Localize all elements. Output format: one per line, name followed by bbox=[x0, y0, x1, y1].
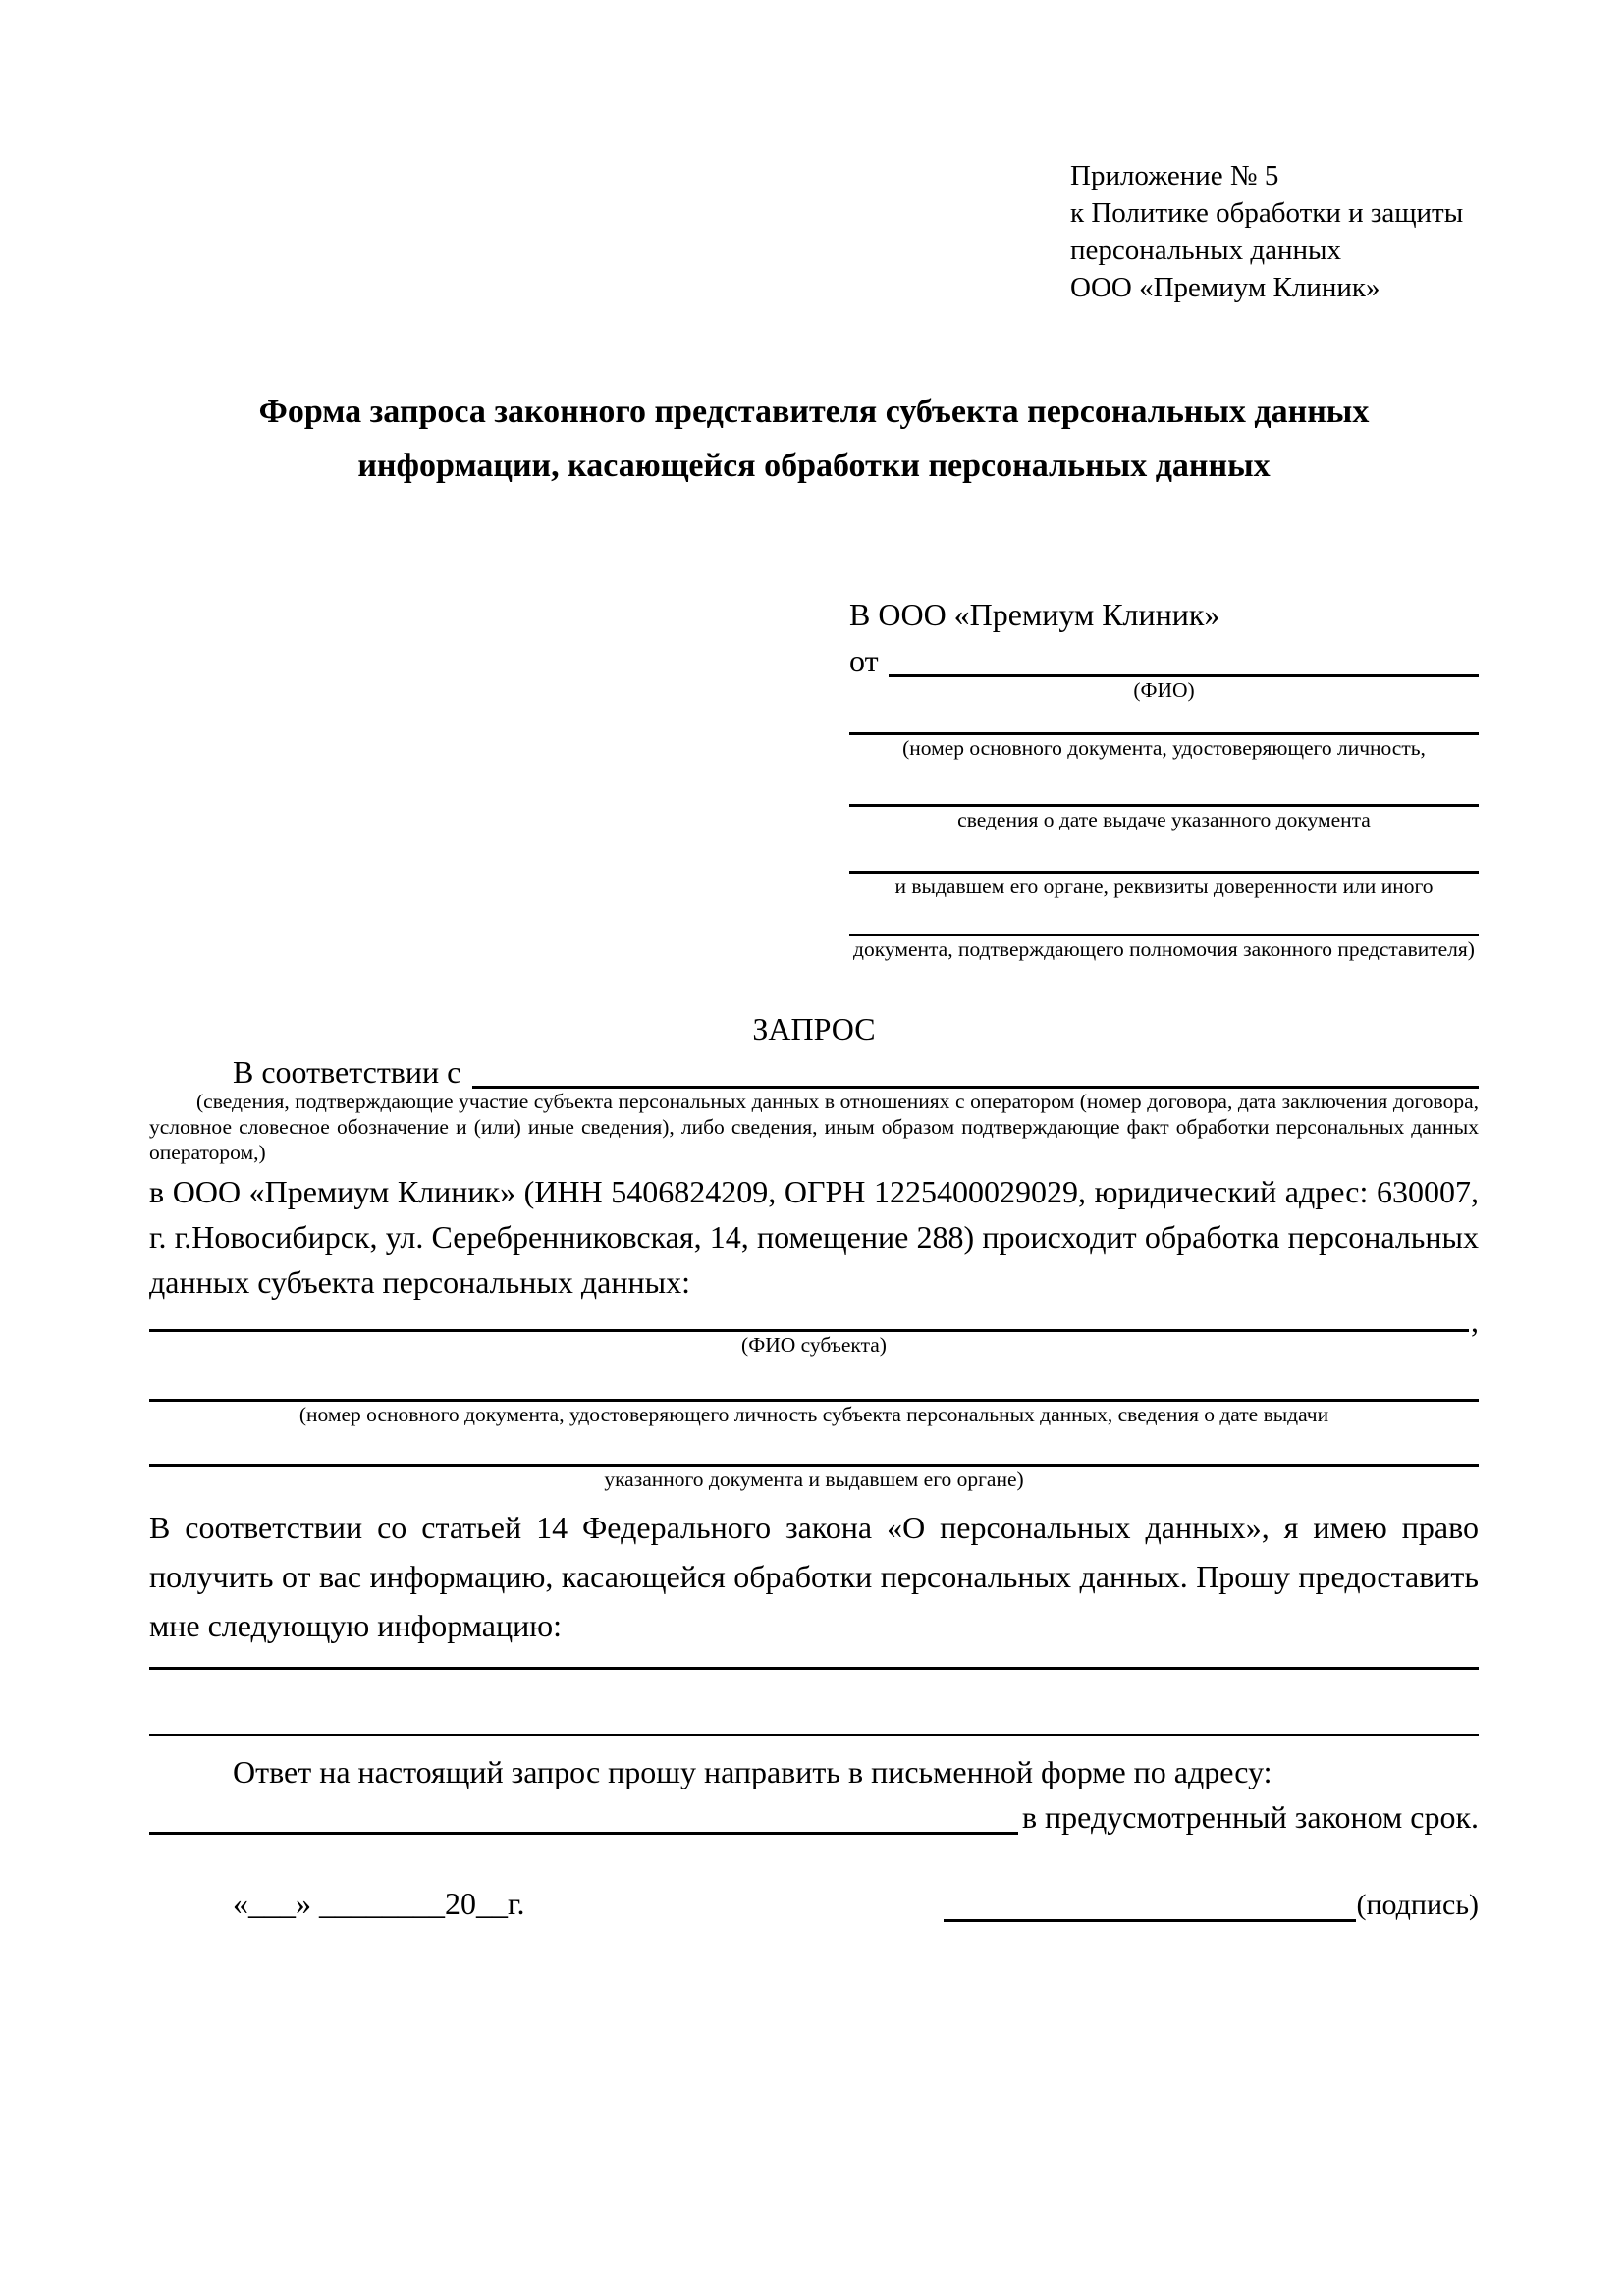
field-caption-1: (номер основного документа, удостоверяющего личность, bbox=[902, 736, 1426, 760]
signature-field bbox=[944, 1889, 1479, 1922]
intro-field bbox=[149, 1049, 1479, 1089]
subject-doc-blank-line-1 bbox=[149, 1358, 1479, 1402]
subject-fio-field bbox=[149, 1304, 1479, 1339]
representative-doc-blank-line-4 bbox=[849, 900, 1479, 936]
fio-caption: (ФИО) bbox=[1133, 678, 1195, 702]
field-caption-2: сведения о дате выдаче указанного документа bbox=[957, 808, 1371, 831]
reply-address-blank-line bbox=[149, 1832, 1018, 1835]
law-paragraph: В соответствии со статьей 14 Федерального закона «О персональных данных», я имею право получить от вас информацию, касающейся обработки персональных данных. Прошу предоставить мне следующую информацию: bbox=[149, 1510, 1479, 1643]
subject-doc-blank-line-2 bbox=[149, 1428, 1479, 1467]
from-label: от bbox=[849, 643, 879, 678]
date-field: «___» ________20__г. bbox=[233, 1886, 525, 1921]
operator-paragraph: в ООО «Премиум Клиник» (ИНН 5406824209, ОГРН 1225400029029, юридический адрес: 630007, г. г.Новосибирск, ул. Серебренниковская, 14, помещение 288) происходит обработка персональных данных субъекта персональных данных: bbox=[149, 1174, 1479, 1300]
appendix-line: к Политике обработки и защиты bbox=[1070, 197, 1464, 229]
representative-doc-blank-line-2 bbox=[849, 762, 1479, 807]
field-caption-4: документа, подтверждающего полномочия законного представителя) bbox=[853, 937, 1475, 961]
requested-info-blank-line-1 bbox=[149, 1650, 1479, 1670]
reply-lead-paragraph: Ответ на настоящий запрос прошу направить в письменной форме по адресу: bbox=[233, 1754, 1272, 1789]
appendix-line: персональных данных bbox=[1070, 235, 1342, 266]
representative-doc-blank-line-3 bbox=[849, 833, 1479, 874]
intro-label: В соответствии с bbox=[233, 1054, 461, 1090]
subject-doc-caption-2: указанного документа и выдавшем его органе) bbox=[604, 1468, 1024, 1491]
requested-info-blank-line-2 bbox=[149, 1670, 1479, 1736]
appendix-line: Приложение № 5 bbox=[1070, 160, 1279, 191]
signature-caption: (подпись) bbox=[1356, 1889, 1479, 1921]
addressee-block bbox=[849, 595, 1479, 963]
document-body bbox=[149, 587, 1479, 1922]
appendix-note bbox=[1070, 157, 1463, 306]
from-field bbox=[849, 634, 1479, 677]
subject-fio-caption: (ФИО субъекта) bbox=[741, 1333, 887, 1357]
title-line-1: Форма запроса законного представителя субъекта персональных данных bbox=[258, 394, 1370, 430]
representative-doc-blank-line-1 bbox=[849, 703, 1479, 735]
request-heading: ЗАПРОС bbox=[752, 1011, 876, 1046]
appendix-line: ООО «Премиум Клиник» bbox=[1070, 272, 1380, 303]
addressee-to: В ООО «Премиум Клиник» bbox=[849, 597, 1220, 632]
title-line-2: информации, касающейся обработки персональных данных bbox=[357, 448, 1271, 484]
document-title bbox=[149, 385, 1479, 493]
subject-fio-comma: , bbox=[1471, 1304, 1479, 1339]
signature-row bbox=[149, 1886, 1479, 1922]
signature-blank-line bbox=[944, 1890, 1356, 1922]
subject-doc-caption-1: (номер основного документа, удостоверяющего личность субъекта персональных данных, сведения о дате выдачи bbox=[298, 1403, 1329, 1426]
field-caption-3: и выдавшем его органе, реквизиты доверенности или иного bbox=[894, 875, 1434, 898]
reply-tail-text: в предусмотренный законом срок. bbox=[1021, 1799, 1479, 1835]
reply-address-field bbox=[149, 1793, 1479, 1835]
intro-caption: (сведения, подтверждающие участие субъекта персональных данных в отношениях с оператором (номер договора, дата заключения договора, условное словесное обозначение и (или) иные сведения), либо сведения, иным образом подтверждающие факт обработки персональных данных оператором,) bbox=[149, 1090, 1479, 1164]
